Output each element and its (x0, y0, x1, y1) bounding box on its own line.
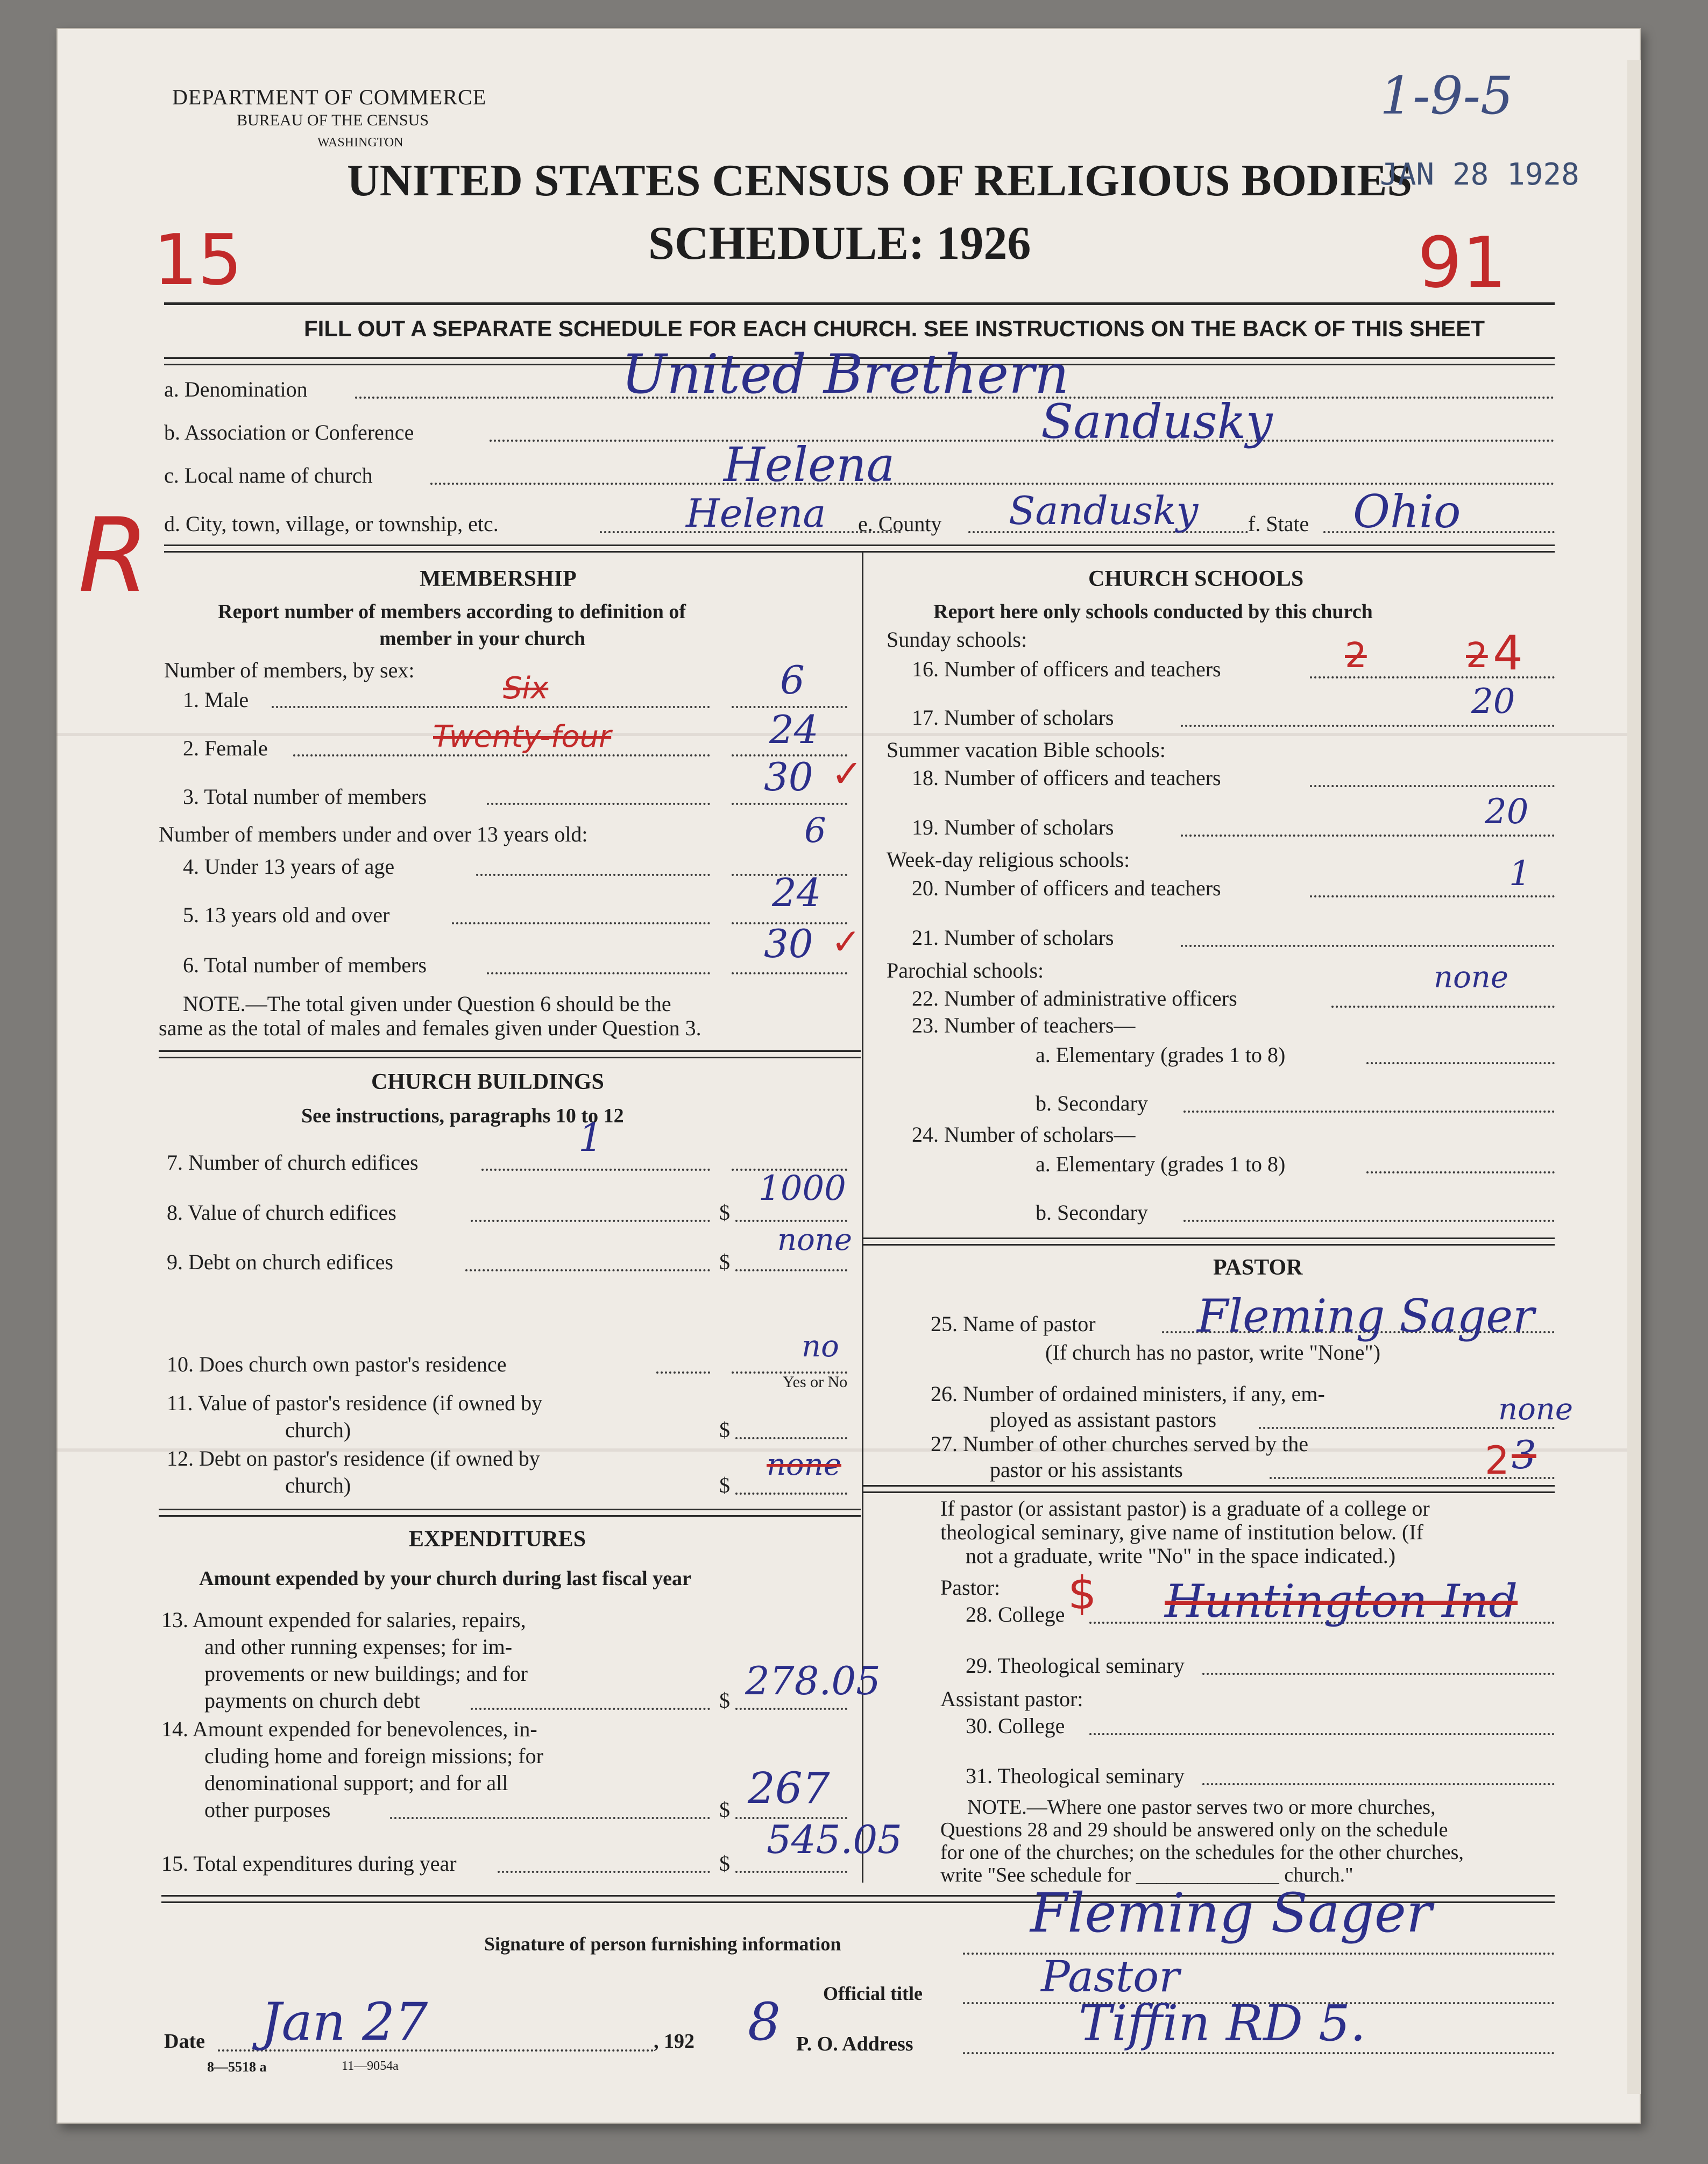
sunday-schools-heading: Sunday schools: (887, 627, 1027, 652)
edifice-value: 1000 (759, 1169, 846, 1208)
dotted-line (735, 1220, 847, 1222)
form-title: UNITED STATES CENSUS OF RELIGIOUS BODIES (347, 155, 1413, 206)
running-expenses-value: 278.05 (745, 1658, 881, 1703)
weekday-scholars-label: 21. Number of scholars (912, 925, 1114, 950)
sunday-officers-crossed: 2 (1466, 636, 1488, 676)
year-prefix: , 192 (654, 2030, 694, 2053)
male-words: Six (503, 671, 549, 706)
expenditures-heading: EXPENDITURES (409, 1527, 586, 1552)
local-name-label: c. Local name of church (164, 463, 373, 487)
dotted-line (430, 483, 1555, 485)
dotted-line (471, 1220, 710, 1222)
pastor-footnote: NOTE.—Where one pastor serves two or more churches, (967, 1796, 1436, 1819)
signature-value: Fleming Sager (1030, 1882, 1432, 1944)
date-label: Date (164, 2030, 205, 2053)
under-13-label: 4. Under 13 years of age (183, 854, 395, 879)
red-dollar-mark: $ (1068, 1567, 1097, 1620)
yes-or-no-hint: Yes or No (783, 1373, 848, 1391)
dotted-line (1202, 1783, 1555, 1785)
dotted-line (1181, 945, 1555, 947)
pastor-heading: PASTOR (1213, 1255, 1303, 1280)
dollar-sign: $ (719, 1688, 730, 1713)
scholars-secondary-label: b. Secondary (1036, 1200, 1148, 1225)
dotted-line (735, 1269, 847, 1271)
rule (159, 1509, 861, 1517)
pastor-college-value: Huntington Ind (1165, 1575, 1518, 1628)
dotted-line (293, 754, 710, 756)
teachers-elementary-label: a. Elementary (grades 1 to 8) (1036, 1043, 1286, 1067)
dotted-line (390, 1817, 710, 1819)
dotted-line (498, 1871, 710, 1873)
buildings-instructions: See instructions, paragraphs 10 to 12 (301, 1105, 624, 1127)
buildings-heading: CHURCH BUILDINGS (371, 1070, 604, 1094)
summer-scholars-label: 19. Number of scholars (912, 815, 1114, 839)
form-subtitle: FILL OUT A SEPARATE SCHEDULE FOR EACH CHURCH. SEE INSTRUCTIONS ON THE BACK OF THIS SHEET (304, 316, 1485, 341)
sunday-officers-label: 16. Number of officers and teachers (912, 657, 1221, 681)
male-value: 6 (780, 657, 805, 703)
pastor-footnote: for one of the churches; on the schedules for the other churches, (940, 1841, 1464, 1864)
pastor-footnote: Questions 28 and 29 should be answered only on the schedule (940, 1819, 1448, 1841)
by-sex-heading: Number of members, by sex: (164, 658, 415, 682)
residence-debt-value: none (767, 1447, 841, 1482)
pastor-footnote: write "See schedule for ______________ church." (940, 1864, 1353, 1886)
city-label: d. City, town, village, or township, etc. (164, 512, 499, 536)
rule (159, 1050, 861, 1058)
edifice-debt-label: 9. Debt on church edifices (167, 1250, 393, 1274)
fold-line (56, 733, 1641, 736)
admin-officers-label: 22. Number of administrative officers (912, 986, 1237, 1010)
running-expenses-label-cont: provements or new buildings; and for (204, 1661, 528, 1686)
dotted-line (1183, 1220, 1555, 1222)
county-label: e. County (858, 512, 942, 536)
female-value: 24 (769, 707, 819, 752)
male-label: 1. Male (183, 688, 249, 712)
graduate-note: theological seminary, give name of institution below. (If (940, 1520, 1423, 1544)
dotted-line (476, 874, 710, 876)
check-mark-icon: ✓ (831, 752, 863, 796)
dotted-line (471, 1708, 710, 1710)
ordained-ministers-label: 26. Number of ordained ministers, if any, em- (931, 1382, 1325, 1406)
dotted-line (1089, 1733, 1555, 1735)
dotted-line (1259, 1427, 1555, 1429)
red-margin-letter: R (78, 496, 150, 615)
conference-value: Sandusky (1041, 394, 1273, 449)
benevolences-label: 14. Amount expended for benevolences, in- (161, 1717, 537, 1741)
check-mark-icon: ✓ (831, 921, 861, 963)
city-name: WASHINGTON (317, 136, 403, 150)
form-number-2: 11—9054a (342, 2059, 399, 2073)
total-members-label: 3. Total number of members (183, 784, 427, 809)
scholars-label: 24. Number of scholars— (912, 1122, 1136, 1147)
dollar-sign: $ (719, 1473, 730, 1497)
department-name: DEPARTMENT OF COMMERCE (172, 85, 487, 109)
over-13-label: 5. 13 years old and over (183, 903, 390, 927)
residence-debt-label: 12. Debt on pastor's residence (if owned by (167, 1446, 540, 1470)
official-title-label: Official title (823, 1983, 923, 2004)
dotted-line (735, 1493, 847, 1495)
date-value: Jan 27 (261, 1992, 428, 2052)
dotted-line (487, 803, 710, 805)
under-13-value: 6 (804, 811, 826, 851)
dotted-line (1183, 1111, 1555, 1113)
female-words: Twenty-four (433, 719, 612, 754)
dollar-sign: $ (719, 1418, 730, 1442)
teachers-label: 23. Number of teachers— (912, 1013, 1136, 1037)
state-label: f. State (1248, 512, 1309, 536)
dotted-line (735, 1871, 847, 1873)
edifice-value-label: 8. Value of church edifices (167, 1200, 396, 1225)
teachers-secondary-label: b. Secondary (1036, 1091, 1148, 1115)
parochial-schools-heading: Parochial schools: (887, 958, 1044, 982)
dotted-line (1181, 835, 1555, 837)
age-heading: Number of members under and over 13 years old: (159, 822, 588, 846)
dotted-line (732, 803, 847, 805)
membership-footnote: NOTE.—The total given under Question 6 should be the (183, 992, 671, 1016)
dotted-line (963, 2052, 1555, 2054)
dollar-sign: $ (719, 1250, 730, 1274)
dotted-line (487, 972, 710, 974)
dotted-line (735, 1708, 847, 1710)
city-value: Helena (686, 491, 826, 536)
official-title-value: Pastor (1041, 1951, 1180, 2002)
running-expenses-label-cont: payments on church debt (204, 1688, 420, 1713)
bureau-name: BUREAU OF THE CENSUS (237, 111, 429, 129)
summer-schools-heading: Summer vacation Bible schools: (887, 738, 1166, 762)
schools-subheading: Report here only schools conducted by this church (933, 600, 1373, 623)
pastor-name-value: Fleming Sager (1197, 1290, 1535, 1342)
dotted-line (1366, 1062, 1555, 1064)
census-schedule-sheet (56, 28, 1641, 2124)
rule (863, 1485, 1555, 1493)
po-address-value: Tiffin RD 5. (1079, 1995, 1366, 2052)
expenditures-subheading: Amount expended by your church during last fiscal year (199, 1567, 691, 1590)
total-expenditures-label: 15. Total expenditures during year (161, 1851, 457, 1876)
benevolences-value: 267 (748, 1763, 830, 1813)
dotted-line (272, 706, 710, 708)
conference-label: b. Association or Conference (164, 420, 414, 444)
membership-footnote: same as the total of males and females given under Question 3. (159, 1016, 701, 1040)
rule (164, 302, 1555, 305)
other-churches-value: 2 (1485, 1438, 1509, 1483)
total-members-value: 30 (764, 754, 813, 800)
total-members-2-value: 30 (764, 921, 813, 966)
summer-scholars-value: 20 (1485, 792, 1529, 832)
pastor-college-label: 28. College (966, 1602, 1065, 1626)
dotted-line (1331, 1006, 1555, 1008)
other-churches-label: 27. Number of other churches served by the (931, 1432, 1308, 1456)
dotted-line (481, 1169, 710, 1171)
weekday-schools-heading: Week-day religious schools: (887, 847, 1130, 872)
ordained-ministers-label-cont: ployed as assistant pastors (990, 1408, 1217, 1432)
signature-label: Signature of person furnishing information (484, 1933, 841, 1955)
dotted-line (452, 922, 710, 924)
denomination-value: United Brethern (621, 343, 1069, 406)
dotted-line (732, 972, 847, 974)
dotted-line (1202, 1673, 1555, 1675)
sunday-scholars-label: 17. Number of scholars (912, 705, 1114, 730)
weekday-officers-label: 20. Number of officers and teachers (912, 876, 1221, 900)
schedule-title: SCHEDULE: 1926 (648, 217, 1031, 270)
received-date-stamp: JAN 28 1928 (1380, 157, 1579, 192)
sunday-scholars-value: 20 (1471, 682, 1515, 722)
po-address-label: P. O. Address (796, 2033, 913, 2055)
running-expenses-label-cont: and other running expenses; for im- (204, 1635, 513, 1659)
red-mark-left: 15 (153, 219, 243, 301)
residence-debt-label-cont: church) (285, 1473, 351, 1497)
local-name-value: Helena (724, 437, 895, 492)
summer-officers-label: 18. Number of officers and teachers (912, 766, 1221, 790)
ordained-ministers-value: none (1498, 1392, 1573, 1427)
dotted-line (490, 440, 1555, 442)
other-churches-crossed: 3 (1512, 1432, 1536, 1477)
owns-residence-value: no (802, 1329, 839, 1364)
year-value: 8 (748, 1992, 781, 2052)
dotted-line (1181, 725, 1555, 727)
dotted-line (465, 1269, 710, 1271)
dollar-sign: $ (719, 1851, 730, 1876)
benevolences-label-cont: denominational support; and for all (204, 1771, 508, 1795)
rule (164, 544, 1555, 553)
benevolences-label-cont: other purposes (204, 1798, 331, 1822)
membership-note: member in your church (379, 627, 586, 650)
total-members-2-label: 6. Total number of members (183, 953, 427, 977)
membership-heading: MEMBERSHIP (420, 567, 577, 591)
benevolences-label-cont: cluding home and foreign missions; for (204, 1744, 543, 1768)
assistant-seminary-label: 31. Theological seminary (966, 1764, 1185, 1788)
rule (863, 1237, 1555, 1246)
denomination-label: a. Denomination (164, 377, 308, 401)
over-13-value: 24 (772, 870, 821, 915)
dotted-line (1310, 895, 1555, 897)
pastor-education-heading: Pastor: (940, 1575, 1001, 1600)
female-label: 2. Female (183, 736, 268, 760)
dotted-line (735, 1437, 847, 1439)
dollar-sign: $ (719, 1200, 730, 1225)
form-number: 8—5518 a (207, 2059, 267, 2075)
pastor-name-label: 25. Name of pastor (931, 1312, 1096, 1336)
total-expenditures-value: 545.05 (767, 1817, 902, 1862)
graduate-note: If pastor (or assistant pastor) is a graduate of a college or (940, 1496, 1430, 1521)
assistant-college-label: 30. College (966, 1714, 1065, 1738)
state-value: Ohio (1353, 485, 1461, 538)
sunday-officers-crossed: 2 (1345, 636, 1367, 676)
county-value: Sandusky (1009, 488, 1199, 533)
dollar-sign: $ (719, 1798, 730, 1822)
pastor-name-hint: (If church has no pastor, write "None") (1045, 1340, 1381, 1364)
dotted-line (656, 1371, 710, 1374)
reference-number: 1-9-5 (1380, 66, 1514, 126)
running-expenses-label: 13. Amount expended for salaries, repairs, (161, 1608, 526, 1632)
residence-value-label-cont: church) (285, 1418, 351, 1442)
other-churches-label-cont: pastor or his assistants (990, 1458, 1183, 1482)
edifices-label: 7. Number of church edifices (167, 1150, 419, 1175)
dotted-line (1310, 785, 1555, 787)
dotted-line (1366, 1171, 1555, 1173)
red-mark-right: 91 (1418, 222, 1507, 303)
scholars-elementary-label: a. Elementary (grades 1 to 8) (1036, 1152, 1286, 1176)
membership-note: Report number of members according to definition of (218, 600, 686, 623)
assistant-education-heading: Assistant pastor: (940, 1687, 1083, 1711)
admin-officers-value: none (1434, 960, 1508, 995)
pastor-seminary-label: 29. Theological seminary (966, 1653, 1185, 1678)
graduate-note: not a graduate, write "No" in the space indicated.) (966, 1544, 1396, 1568)
edifice-debt-value: none (777, 1222, 852, 1257)
sunday-officers-value: 4 (1493, 625, 1523, 681)
owns-residence-label: 10. Does church own pastor's residence (167, 1352, 507, 1376)
schools-heading: CHURCH SCHOOLS (1088, 567, 1304, 591)
weekday-officers-value: 1 (1509, 854, 1531, 894)
residence-value-label: 11. Value of pastor's residence (if owned by (167, 1391, 543, 1415)
edifices-value: 1 (578, 1115, 603, 1160)
